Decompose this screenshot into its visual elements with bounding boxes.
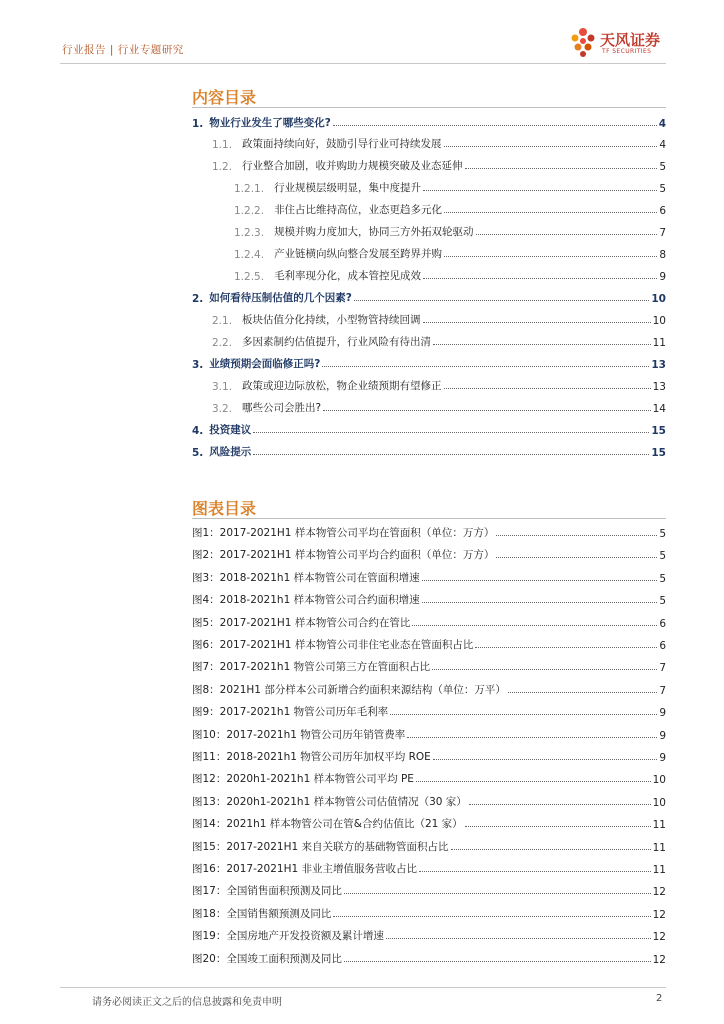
leader-dots [423, 321, 651, 323]
toc-item-page: 10 [652, 315, 666, 327]
figure-item-page: 12 [652, 953, 666, 966]
toc-item[interactable] [212, 155, 666, 173]
figure-item-page: 10 [652, 796, 666, 809]
figure-item-page: 9 [659, 707, 666, 720]
figure-item-page: 12 [652, 908, 666, 921]
leader-dots [508, 691, 657, 693]
figure-item[interactable] [192, 679, 666, 697]
figure-item-page: 6 [659, 617, 666, 630]
toc-item-label: 产业链横向纵向整合发展至跨界并购 [274, 248, 443, 260]
figure-item-label: 图20：全国竣工面积预测及同比 [192, 952, 342, 965]
toc-item-label: 物业行业发生了哪些变化? [209, 117, 331, 129]
figure-item-label: 图8：2021H1 部分样本公司新增合约面积来源结构（单位：万平） [192, 683, 506, 696]
toc-item-label: 风险提示 [209, 446, 252, 458]
toc-item[interactable] [212, 331, 666, 349]
toc-item[interactable] [212, 397, 666, 415]
toc-item-label: 行业整合加剧，收并购助力规模突破及业态延伸 [242, 160, 463, 172]
figure-item-page: 9 [659, 752, 666, 764]
toc-item-label: 如何看待压制估值的几个因素? [209, 292, 352, 304]
leader-dots [323, 409, 651, 411]
toc-item-number: 2. [192, 293, 204, 305]
toc-item-number: 1.2.4. [234, 249, 265, 261]
leader-dots [322, 365, 649, 367]
toc-item-page: 11 [652, 337, 666, 349]
toc-item-page: 15 [651, 425, 666, 437]
toc-item-page: 4 [659, 139, 666, 151]
toc-title-divider [192, 107, 666, 108]
figure-item-page: 11 [652, 819, 666, 832]
figure-item-label: 图15：2017-2021H1 来自关联方的基础物管面积占比 [192, 840, 449, 853]
footer-divider [60, 987, 666, 988]
figure-item-label: 图2：2017-2021H1 样本物管公司平均合约面积（单位：万方） [192, 549, 495, 562]
toc-item-number: 1. [192, 118, 204, 130]
figure-item-label: 图17：全国销售面积预测及同比 [192, 885, 342, 898]
company-logo [568, 24, 678, 60]
leader-dots [412, 624, 657, 626]
figure-item-label: 图3：2018-2021h1 样本物管公司在管面积增速 [192, 571, 420, 584]
page-number: 2 [656, 993, 663, 1004]
figure-item-page: 9 [659, 729, 666, 742]
breadcrumb: 行业报告 | 行业专题研究 [62, 44, 184, 56]
logo-text: 天风证券 [600, 31, 661, 49]
leader-dots [423, 189, 657, 191]
leader-dots [433, 343, 651, 345]
figure-item[interactable] [192, 656, 666, 674]
toc-item-number: 1.2.3. [234, 227, 265, 239]
toc-item[interactable] [234, 265, 666, 283]
leader-dots [344, 960, 651, 962]
figure-item-page: 7 [659, 684, 666, 697]
toc-item[interactable] [192, 441, 666, 459]
toc-item-page: 9 [659, 271, 666, 283]
leader-dots [469, 803, 651, 805]
figure-item-label: 图19：全国房地产开发投资额及累计增速 [192, 930, 384, 943]
figure-item[interactable] [192, 880, 666, 898]
figure-item-page: 5 [659, 572, 666, 585]
toc-item-label: 非住占比维持高位，业态更趋多元化 [274, 204, 443, 216]
leader-dots [253, 453, 649, 455]
figure-item[interactable] [192, 836, 666, 854]
leader-dots [465, 825, 651, 827]
figure-item[interactable] [192, 589, 666, 607]
toc-item-number: 1.1. [212, 139, 233, 151]
logo-mark-icon [568, 26, 598, 58]
figure-item-page: 11 [652, 864, 666, 876]
toc-item[interactable] [234, 243, 666, 261]
figure-item[interactable] [192, 567, 666, 585]
toc-item-number: 3.2. [212, 403, 233, 415]
leader-dots [432, 668, 657, 670]
toc-item-page: 6 [659, 205, 666, 217]
toc-item-number: 2.2. [212, 337, 233, 349]
toc-title: 内容目录 [192, 88, 257, 107]
leader-dots [416, 780, 651, 782]
leader-dots [419, 870, 651, 872]
toc-item-label: 毛利率现分化，成本管控见成效 [274, 270, 422, 282]
leader-dots [433, 758, 658, 760]
toc-item-label: 行业规模层级明显，集中度提升 [274, 182, 422, 194]
figure-item[interactable] [192, 791, 666, 809]
leader-dots [422, 601, 658, 603]
figure-item-label: 图14：2021h1 样本物管公司在管&合约估值比（21 家） [192, 818, 463, 831]
figure-item-page: 12 [652, 886, 666, 899]
figure-item-label: 图9：2017-2021h1 物管公司历年毛利率 [192, 706, 389, 719]
leader-dots [407, 736, 657, 738]
leader-dots [475, 646, 657, 648]
figure-item-page: 5 [659, 528, 666, 540]
toc-item-page: 14 [652, 403, 666, 415]
toc-item-label: 业绩预期会面临修正吗? [209, 358, 321, 370]
toc-item[interactable] [192, 112, 666, 130]
figure-item[interactable] [192, 925, 666, 943]
figure-item[interactable] [192, 948, 666, 966]
leader-dots [333, 124, 657, 126]
figure-item-label: 图12：2020h1-2021h1 样本物管公司平均 PE [192, 773, 414, 786]
leader-dots [390, 713, 657, 715]
toc-item-number: 1.2.1. [234, 183, 265, 195]
toc-item[interactable] [212, 309, 666, 327]
toc-item-page: 5 [659, 161, 666, 173]
leader-dots [422, 579, 658, 581]
leader-dots [444, 145, 658, 147]
toc-item-number: 1.2.5. [234, 271, 265, 283]
toc-item-number: 3.1. [212, 381, 233, 393]
leader-dots [423, 277, 657, 279]
leader-dots [451, 848, 651, 850]
figure-item[interactable] [192, 746, 666, 764]
toc-item-label: 规模并购力度加大，协同三方外拓双轮驱动 [274, 226, 474, 238]
toc-item-label: 板块估值分化持续，小型物管持续回调 [242, 314, 421, 326]
leader-dots [444, 387, 651, 389]
toc-item-page: 4 [658, 118, 666, 130]
figure-item[interactable] [192, 612, 666, 630]
figure-item-page: 5 [659, 550, 666, 563]
figure-item[interactable] [192, 858, 666, 876]
leader-dots [444, 255, 657, 257]
toc-item-number: 1.2. [212, 161, 233, 173]
figure-item[interactable] [192, 544, 666, 562]
figure-item-label: 图1：2017-2021H1 样本物管公司平均在管面积（单位：万方） [192, 527, 495, 539]
toc-item-label: 哪些公司会胜出? [242, 402, 322, 414]
toc-item-number: 2.1. [212, 315, 233, 327]
toc-item-label: 政策面持续向好，鼓励引导行业可持续发展 [242, 138, 442, 150]
toc-item[interactable] [192, 353, 666, 371]
toc-item-page: 5 [659, 183, 666, 195]
figure-item-label: 图4：2018-2021h1 样本物管公司合约面积增速 [192, 594, 420, 607]
leader-dots [354, 299, 649, 301]
figure-item-page: 5 [659, 595, 666, 608]
figure-item-page: 11 [652, 841, 666, 854]
toc-item-number: 3. [192, 359, 204, 371]
toc-item-label: 多因素制约估值提升，行业风险有待出清 [242, 336, 432, 348]
toc-item-page: 13 [651, 359, 666, 371]
toc-item-page: 7 [659, 227, 666, 239]
figure-item[interactable] [192, 701, 666, 719]
leader-dots [333, 915, 650, 917]
figure-item-label: 图10：2017-2021h1 物管公司历年销管费率 [192, 728, 406, 741]
toc-item-number: 5. [192, 447, 204, 459]
toc-item[interactable] [212, 133, 666, 151]
figure-item-label: 图6：2017-2021H1 样本物管公司非住宅业态在管面积占比 [192, 639, 474, 651]
figure-item-label: 图18：全国销售额预测及同比 [192, 907, 332, 920]
figure-item-page: 10 [652, 774, 666, 787]
leader-dots [496, 534, 657, 536]
toc-item-page: 10 [651, 293, 666, 305]
toc-item-page: 8 [659, 249, 666, 261]
figure-item-label: 图13：2020h1-2021h1 样本物管公司估值情况（30 家） [192, 795, 467, 808]
figure-item[interactable] [192, 768, 666, 786]
toc-item[interactable] [234, 199, 666, 217]
leader-dots [496, 556, 657, 558]
figure-item-label: 图16：2017-2021H1 非业主增值服务营收占比 [192, 863, 418, 875]
toc-item[interactable] [234, 177, 666, 195]
leader-dots [386, 937, 651, 939]
leader-dots [444, 211, 657, 213]
figure-item[interactable] [192, 903, 666, 921]
leader-dots [344, 892, 651, 894]
toc-item-number: 4. [192, 425, 204, 437]
figure-item[interactable] [192, 634, 666, 652]
figure-item-page: 6 [659, 640, 666, 652]
figures-title: 图表目录 [192, 499, 257, 518]
leader-dots [465, 167, 658, 169]
figure-item-label: 图11：2018-2021h1 物管公司历年加权平均 ROE [192, 751, 431, 763]
figure-item[interactable] [192, 522, 666, 540]
figure-item-page: 12 [652, 931, 666, 944]
figure-item-label: 图5：2017-2021H1 样本物管公司合约在管比 [192, 616, 411, 629]
figure-item[interactable] [192, 813, 666, 831]
figure-item-page: 7 [659, 662, 666, 675]
toc-item[interactable] [192, 287, 666, 305]
toc-item-label: 政策或迎边际放松，物企业绩预期有望修正 [242, 380, 442, 392]
figures-title-divider [192, 518, 666, 519]
leader-dots [476, 233, 658, 235]
figure-item-label: 图7：2017-2021h1 物管公司第三方在管面积占比 [192, 661, 431, 674]
toc-item-page: 15 [651, 447, 666, 459]
toc-item-label: 投资建议 [209, 424, 252, 436]
toc-item[interactable] [192, 419, 666, 437]
toc-item-page: 13 [652, 381, 666, 393]
leader-dots [253, 431, 649, 433]
toc-item[interactable] [234, 221, 666, 239]
toc-item-number: 1.2.2. [234, 205, 265, 217]
logo-subtext: TF SECURITIES [602, 48, 652, 55]
toc-item[interactable] [212, 375, 666, 393]
figure-item[interactable] [192, 724, 666, 742]
header-divider [60, 63, 666, 64]
footer-disclaimer: 请务必阅读正文之后的信息披露和免责申明 [92, 997, 282, 1008]
